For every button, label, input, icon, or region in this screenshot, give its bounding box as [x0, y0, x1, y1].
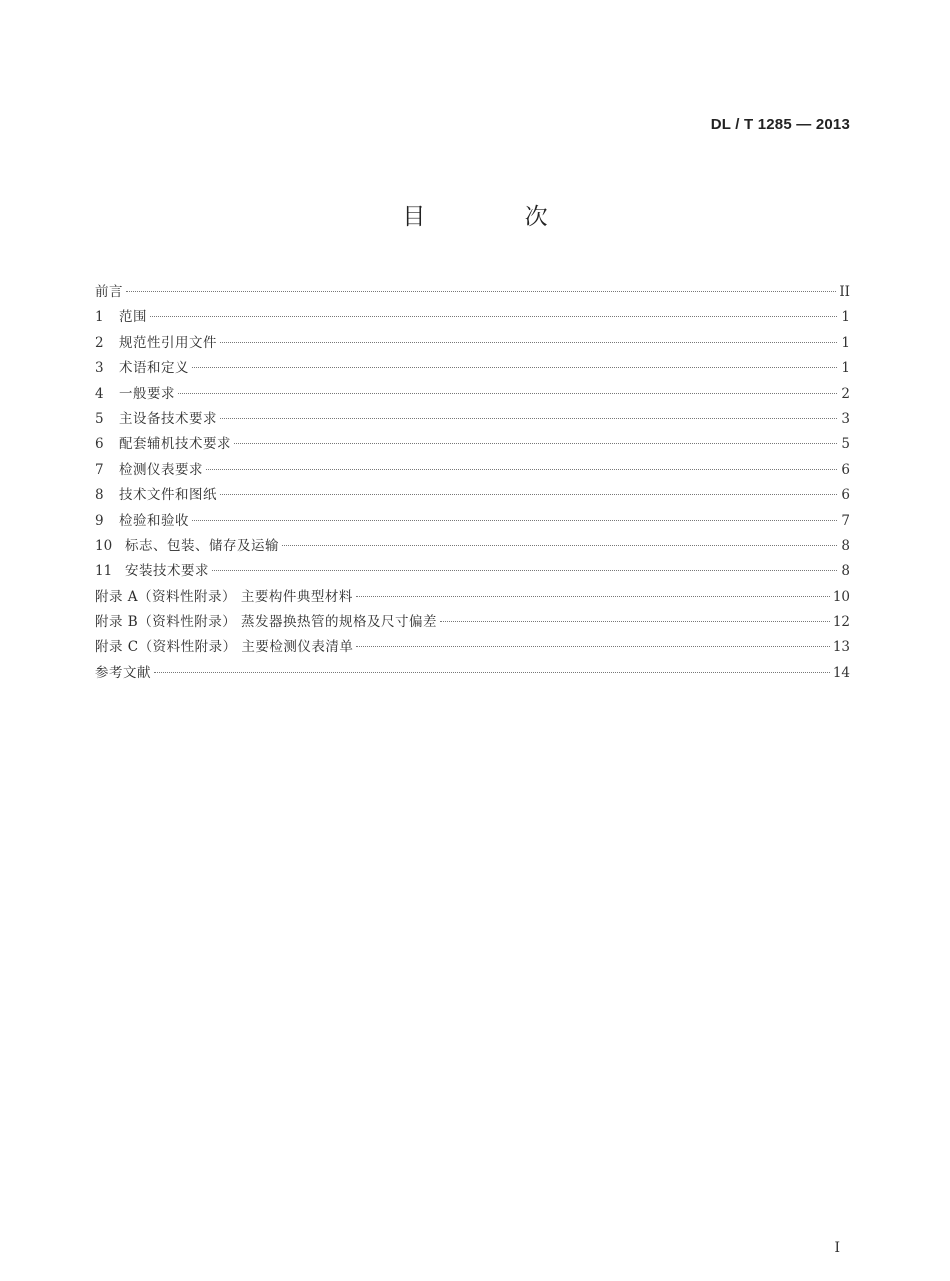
- toc-entry-number: 7: [95, 461, 104, 478]
- table-of-contents: [95, 280, 850, 686]
- dot-leader: [154, 672, 830, 673]
- toc-entry-4[interactable]: [95, 382, 850, 407]
- toc-entry-text: 范围: [119, 309, 147, 326]
- toc-entry-1[interactable]: [95, 305, 850, 330]
- dot-leader: [220, 494, 837, 495]
- toc-entry-page: 8: [841, 537, 850, 554]
- toc-entry-6[interactable]: [95, 432, 850, 457]
- toc-entry-text: 检测仪表要求: [119, 461, 203, 478]
- toc-entry-number: 2: [95, 334, 104, 351]
- toc-entry-number: 3: [95, 360, 104, 377]
- toc-entry-number: 1: [95, 309, 104, 326]
- toc-entry-text: 附录 A（资料性附录） 主要构件典型材料: [95, 588, 353, 605]
- toc-entry-number: 8: [95, 487, 104, 504]
- dot-leader: [212, 570, 837, 571]
- toc-entry-page: 7: [841, 512, 850, 529]
- standard-code: DL / T 1285 — 2013: [710, 116, 850, 133]
- toc-entry-appendix-c[interactable]: [95, 635, 850, 660]
- toc-entry-page: 12: [832, 614, 850, 631]
- page-title: 目 次: [402, 204, 594, 230]
- toc-entry-references[interactable]: [95, 661, 850, 686]
- toc-entry-text: 检验和验收: [119, 512, 189, 529]
- toc-entry-text: 主设备技术要求: [119, 410, 217, 427]
- toc-entry-10[interactable]: [95, 534, 850, 559]
- toc-entry-page: 1: [841, 360, 850, 377]
- toc-entry-5[interactable]: [95, 407, 850, 432]
- toc-entry-appendix-b[interactable]: [95, 610, 850, 635]
- dot-leader: [150, 316, 837, 317]
- dot-leader: [192, 520, 837, 521]
- toc-entry-page: 14: [832, 664, 850, 681]
- toc-entry-page: 8: [841, 563, 850, 580]
- dot-leader: [282, 545, 837, 546]
- toc-entry-number: 9: [95, 512, 104, 529]
- dot-leader: [356, 646, 829, 647]
- toc-entry-page: 6: [841, 461, 850, 478]
- toc-entry-number: 6: [95, 436, 104, 453]
- toc-entry-number: 4: [95, 385, 104, 402]
- toc-entry-9[interactable]: [95, 509, 850, 534]
- toc-entry-text: 配套辅机技术要求: [119, 436, 231, 453]
- toc-entry-8[interactable]: [95, 483, 850, 508]
- toc-entry-text: 一般要求: [119, 385, 175, 402]
- dot-leader: [356, 596, 830, 597]
- toc-entry-text: 附录 C（资料性附录） 主要检测仪表清单: [95, 639, 354, 656]
- toc-entry-page: 1: [841, 334, 850, 351]
- toc-entry-page: 3: [841, 410, 850, 427]
- toc-entry-page: II: [839, 284, 850, 300]
- dot-leader: [178, 393, 837, 394]
- toc-entry-number: 5: [95, 410, 104, 427]
- dot-leader: [220, 418, 837, 419]
- toc-entry-page: 5: [841, 436, 850, 453]
- dot-leader: [234, 443, 837, 444]
- toc-entry-page: 13: [832, 639, 850, 656]
- toc-entry-text: 术语和定义: [119, 360, 189, 377]
- toc-entry-page: 10: [832, 588, 850, 605]
- toc-entry-7[interactable]: [95, 458, 850, 483]
- toc-entry-text: 标志、包装、储存及运输: [125, 537, 279, 554]
- toc-entry-text: 参考文献: [95, 664, 151, 681]
- dot-leader: [220, 342, 837, 343]
- toc-entry-text: 技术文件和图纸: [119, 487, 217, 504]
- toc-entry-page: 2: [841, 385, 850, 402]
- toc-entry-page: 6: [841, 487, 850, 504]
- toc-entry-11[interactable]: [95, 559, 850, 584]
- toc-entry-number: 11: [95, 563, 113, 580]
- toc-entry-text: 规范性引用文件: [119, 334, 217, 351]
- toc-entry-number: 10: [95, 537, 113, 554]
- toc-entry-page: 1: [841, 309, 850, 326]
- dot-leader: [206, 469, 837, 470]
- toc-entry-3[interactable]: [95, 356, 850, 381]
- toc-entry-text: 附录 B（资料性附录） 蒸发器换热管的规格及尺寸偏差: [95, 614, 438, 631]
- toc-entry-2[interactable]: [95, 331, 850, 356]
- toc-entry-foreword[interactable]: [95, 280, 850, 305]
- toc-entry-text: 安装技术要求: [125, 563, 209, 580]
- dot-leader: [126, 291, 836, 292]
- toc-entry-text: 前言: [95, 284, 123, 300]
- dot-leader: [192, 367, 837, 368]
- page-number: I: [834, 1240, 840, 1256]
- toc-entry-appendix-a[interactable]: [95, 585, 850, 610]
- dot-leader: [440, 621, 830, 622]
